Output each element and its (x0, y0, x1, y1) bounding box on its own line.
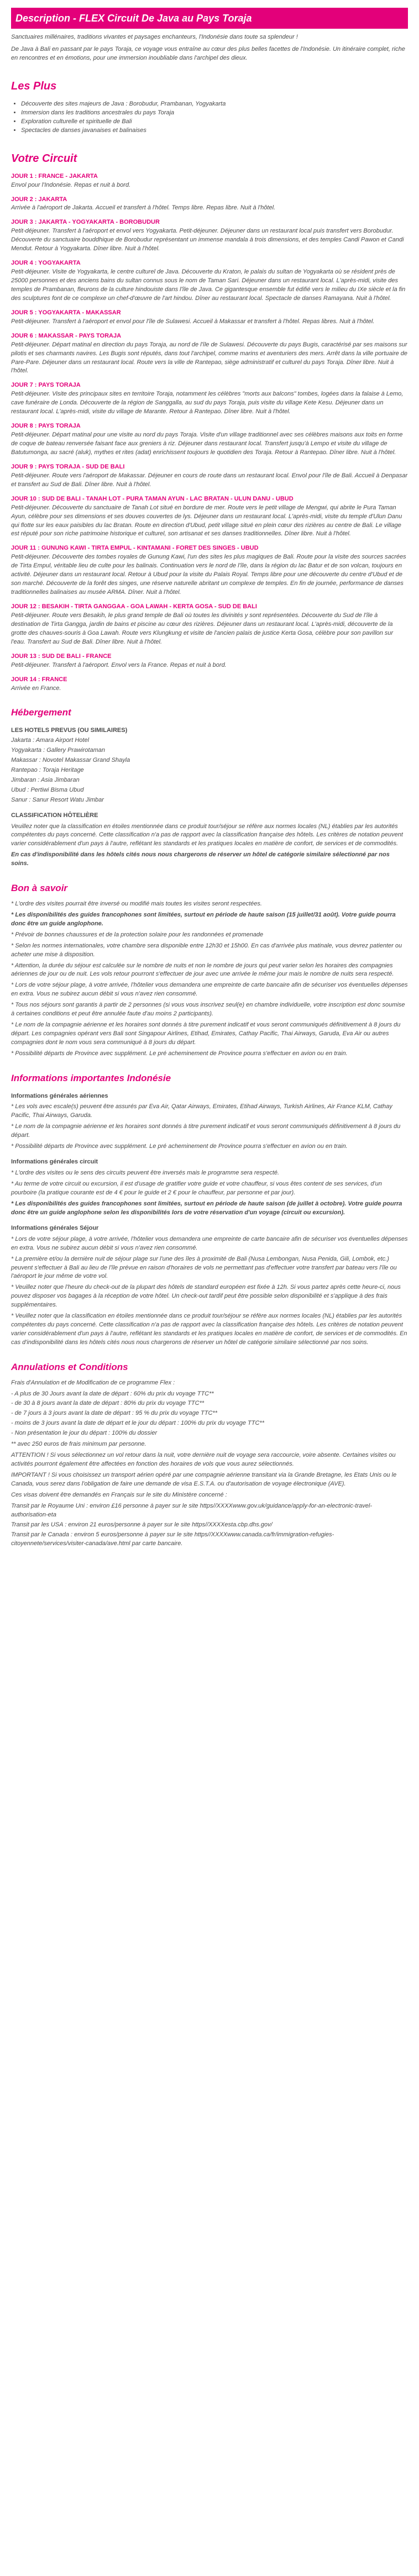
visa-link[interactable]: Transit par le Canada : environ 5 euros/personne à payer sur le site https//XXXXwww.canada.ca/fr/immigration-refugies-citoyennete/services/visiter-canada/ave.html par carte bancaire. (11, 1531, 334, 1547)
day-title: JOUR 7 : PAYS TORAJA (11, 382, 81, 389)
day-title: JOUR 11 : GUNUNG KAWI - TIRTA EMPUL - KINTAMANI - FORET DES SINGES - UBUD (11, 545, 259, 552)
fee-item: - de 30 à 8 jours avant la date de départ : 80% du prix du voyage TTC** (11, 1400, 205, 1407)
day-6 (11, 332, 408, 376)
hebergement-section (11, 726, 408, 868)
day-text: Petit-déjeuner. Découverte du sanctuaire de Tanah Lot situé en bordure de mer. Route vers le petit village de Mengwi, qui abrite le Pura Taman Ayun, célèbre pour ses dimensions et ses douves couvertes de lys. Déjeuner dans un restaurant local. L'après-midi, visite du temple d'Ulun Danu qui flotte sur les eaux paisibles du lac Bratan. Route en direction d'Ubud, petit village situé en plein cœur des rizières au centre de Bali. Le village est réputé pour son riche patrimoine historique et culturel, son artisanat et ses danses traditionnelles. Dîner libre. Nuit à l'hôtel. (11, 504, 402, 538)
classification-note: En cas d'indisponibilité dans les hôtels cités nous nous chargerons de réserver un hôtel de catégorie similaire sélectionné par nos soins. (11, 851, 390, 867)
info-item: * Lors de votre séjour plage, à votre arrivée, l'hôtelier vous demandera une empreinte de carte bancaire afin de sécuriser vos éventuelles dépenses en extra. Vous ne subirez aucun débit si vous n'avez rien consommé. (11, 1235, 408, 1251)
infos-section (11, 1092, 408, 1347)
hotel-item: Makassar : Novotel Makassar Grand Shayla (11, 756, 130, 763)
hotel-item: Sanur : Sanur Resort Watu Jimbar (11, 796, 104, 803)
list-item: • Spectacles de danses javanaises et balinaises (21, 127, 408, 135)
attention-note: ATTENTION ! Si vous sélectionnez un vol retour dans la nuit, votre dernière nuit de voyage sera raccourcie, voire absente. Certaines visites ou activités pourront également être affectées en fonction des horaires de vols que vous aurez sélectionnés. (11, 1452, 396, 1468)
day-text: Petit-déjeuner. Transfert à l'aéroport et envol vers Yogyakarta. Petit-déjeuner. Déjeuner dans un restaurant local puis transfert vers Borobudur. Découverte du sanctuaire bouddhique de Borobudur représentant un immense mandala à trois dimensions, et des temples Candi Pawon et Candi Mendut. Retour à Yogyakarta. Dîner libre. Nuit à l'hôtel. (11, 228, 404, 252)
info-item: * Veuillez noter que l'heure du check-out de la plupart des hôtels de standard européen est fixée à 12h. Si vous partez après cette heure-ci, nous pouvez disposer vos bagages à la réception de votre hôtel. Un check-out tardif peut être possible selon disponibilité et s'applique à des frais supplémentaires. (11, 1284, 401, 1309)
info-item: * Le nom de la compagnie aérienne et les horaires sont donnés à titre purement indicatif et vous seront communiqués définitivement à 8 jours du départ. (11, 1123, 401, 1139)
day-title: JOUR 9 : PAYS TORAJA - SUD DE BALI (11, 463, 125, 470)
classification-label: CLASSIFICATION HÔTELIÈRE (11, 812, 98, 819)
day-title: JOUR 6 : MAKASSAR - PAYS TORAJA (11, 332, 122, 339)
info-item: * Les vols avec escale(s) peuvent être assurés par Eva Air, Qatar Airways, Emirates, Etihad Airways, Turkish Airlines, Air France KLM, Cathay Pacific, Thai Airways, Garuda. (11, 1103, 392, 1119)
fee-item: - Non présentation le jour du départ : 100% du dossier (11, 1430, 158, 1437)
visa-intro: Ces visas doivent être demandés en Français sur le site du Ministère concerné : (11, 1491, 227, 1498)
day-text: Arrivée en France. (11, 684, 61, 692)
list-item: • Immersion dans les traditions ancestrales du pays Toraja (21, 109, 408, 118)
day-title: JOUR 14 : FRANCE (11, 676, 67, 683)
note-item: * Selon les normes internationales, votre chambre sera disponible entre 12h30 et 15h00. En cas d'arrivée plus matinale, vous devrez patienter ou acheter une mise à disposition. (11, 942, 402, 958)
day-text: Petit-déjeuner. Route vers l'aéroport de Makassar. Déjeuner en cours de route dans un restaurant local. Envol pour l'île de Bali. Accueil à Denpasar et transfert au Sud de Bali. Dîner libre. Nuit à l'hôtel. (11, 472, 408, 488)
hotels-label: LES HOTELS PREVUS (OU SIMILAIRES) (11, 727, 128, 734)
bon-a-savoir-heading: Bon à savoir (11, 883, 68, 894)
classification-text: Veuillez noter que la classification en étoiles mentionnée dans ce produit tour/séjour se réfère aux normes locales (NL) établies par les autorités compétentes du pays concerné. Cette classification n'a pas de rapport avec la classification française des hôtels. Les critères de notation peuvent varier considérablement d'un pays à l'autre, reflétant les standards et les pratiques locales en matière de confort, de services et de commodités. (11, 823, 403, 847)
aerien-label: Informations générales aériennes (11, 1092, 108, 1099)
day-12 (11, 603, 408, 647)
intro (11, 33, 408, 63)
intro-tagline: Sanctuaires millénaires, traditions vivantes et paysages enchanteurs, l'Indonésie dans toute sa splendeur ! (11, 34, 298, 41)
day-text: Petit-déjeuner. Visite des principaux sites en territoire Toraja, notamment les célèbres "morts aux balcons" tombes, logées dans la falaise à Lemo, cave funéraire de Londa. Découverte de la région de Sanggalla, au sud du pays Toraja, puis visite du village Kete Kesu. Déjeuner dans un restaurant local. L'après-midi, visite du village de Marante. Retour à Rantepao. Dîner libre. Nuit à l'hôtel. (11, 391, 404, 415)
day-5 (11, 309, 408, 326)
day-text: Petit-déjeuner. Route vers Besakih, le plus grand temple de Bali où toutes les divinités y sont représentées. Découverte du Sud de l'île à destination de Tirta Gangga, jardin de bains et piscine au cœur des rizières. Déjeuner dans un restaurant local. L'après-midi, découverte de la grotte des chauves-souris à Goa Lawah. Route vers Klungkung et visite de l'ancien palais de justice Kerta Gosa, célèbre pour son pavillon sur l'eau. Transfert au Sud de Bali. Dîner libre. Nuit à l'hôtel. (11, 612, 394, 645)
day-2 (11, 196, 408, 213)
note-item: * Prévoir de bonnes chaussures et de la protection solaire pour les randonnées et promenade (11, 931, 264, 938)
hotel-item: Ubud : Pertiwi Bisma Ubud (11, 786, 84, 793)
note-item: * Tous nos séjours sont garantis à partir de 2 personnes (si vous vous inscrivez seul(e) en chambre individuelle, votre inscription est donc soumise à certaines conditions et peut être annulée faute d'au moins 2 participants). (11, 1002, 405, 1018)
circuit-info-label: Informations générales circuit (11, 1158, 98, 1166)
day-title: JOUR 1 : FRANCE - JAKARTA (11, 172, 98, 180)
plus-heading: Les Plus (11, 80, 57, 92)
note-item: * Lors de votre séjour plage, à votre arrivée, l'hôtelier vous demandera une empreinte de carte bancaire afin de sécuriser vos éventuelles dépenses en extra. Vous ne subirez aucun débit si vous n'avez rien consommé. (11, 982, 408, 998)
day-1 (11, 172, 408, 190)
day-title: JOUR 13 : SUD DE BALI - FRANCE (11, 652, 112, 660)
info-item: * L'ordre des visites ou le sens des circuits peuvent être inversés mais le programme sera respecté. (11, 1170, 280, 1177)
day-text: Petit-déjeuner. Visite de Yogyakarta, le centre culturel de Java. Découverte du Kraton, le palais du sultan de Yogyakarta où se résident près de 25000 personnes et des anciens bains du sultan connus sous le nom de Taman Sari. Déjeuner dans un restaurant local. L'après-midi, visite des temples de Prambanan, fleurons de la culture hindouiste dans l'île de Java. Ce gigantesque ensemble fut édifié vers le milieu du IXe siècle et la fin des sculptures font de ce complexe un chef-d'œuvre de l'art hindou. Dîner au restaurant local. Spectacle de danses Ramayana. Nuit à l'hôtel. (11, 268, 406, 302)
visa-link[interactable]: Transit par le Royaume Uni : environ £16 personne à payer sur le site https//XXXXwww.gov.uk/guidance/apply-for-an-electronic-travel-authorisation-eta (11, 1502, 372, 1518)
hebergement-heading: Hébergement (11, 707, 71, 718)
fee-item: - A plus de 30 Jours avant la date de départ : 60% du prix du voyage TTC** (11, 1390, 214, 1397)
intro-text: De Java à Bali en passant par le pays Toraja, ce voyage vous entraîne au cœur des plus belles facettes de l'Indonésie. Un itinéraire complet, riche en rencontres et en émotions, pour une immersion inoubliable dans l'archipel des dieux. (11, 46, 405, 61)
hotel-item: Jimbaran : Asia Jimbaran (11, 776, 80, 783)
day-7 (11, 381, 408, 417)
day-title: JOUR 5 : YOGYAKARTA - MAKASSAR (11, 309, 121, 316)
day-title: JOUR 4 : YOGYAKARTA (11, 260, 81, 267)
note-item: * Les disponibilités des guides francophones sont limitées, surtout en période de haute saison (15 juillet/31 août). Votre guide pourra donc être un guide anglophone. (11, 911, 396, 927)
day-title: JOUR 12 : BESAKIH - TIRTA GANGGAA - GOA LAWAH - KERTA GOSA - SUD DE BALI (11, 603, 257, 610)
day-9 (11, 463, 408, 489)
day-text: Petit-déjeuner. Départ matinal en direction du pays Toraja, au nord de l'île de Sulawesi. Découverte du pays Bugis, caractérisé par ses maisons sur pilotis et ses charmants navires. Les Bugis sont réputés, dans tout l'archipel, comme marins et aventuriers des mers. Arrêt dans la ville portuaire de Pare-Pare. Déjeuner dans un restaurant local. Route vers la ville de Rantepao, siège administratif et culturel du pays Toraja. Dîner libre. Nuit à l'hôtel. (11, 341, 408, 375)
page-title: Description - FLEX Circuit De Java au Pays Toraja (11, 8, 408, 29)
day-text: Petit-déjeuner. Découverte des tombes royales de Gunung Kawi, l'un des sites les plus magiques de Bali. Route pour la visite des sources sacrées de Tirta Empul, véritable lieu de culte pour les balinais. Continuation vers le nord de l'île, dans la région du lac Batur et de son volcan, toujours en activité. Déjeuner dans un restaurant local. Retour à Ubud pour la visite du Palais Royal. Temps libre pour une découverte du centre d'Ubud et de son marché. Découverte de la forêt des singes, une réserve naturelle abritant un complexe de temples. En fin de journée, performance de danses traditionnelles balinaises au musée ARMA. Dîner. Nuit à l'hôtel. (11, 554, 406, 596)
info-item: * Veuillez noter que la classification en étoiles mentionnée dans ce produit tour/séjour se réfère aux normes locales (NL) établies par les autorités compétentes du pays concerné. Cette classification n'a pas de rapport avec la classification française des hôtels. Les critères de notation peuvent varier considérablement d'un pays à l'autre, reflétant les standards et les pratiques locales en matière de confort, de services et de commodités. En cas d'indisponibilité dans les hôtels cités nous nous chargerons de réserver un hôtel de catégorie similaire sélectionné par nos soins. (11, 1313, 407, 1346)
day-text: Petit-déjeuner. Départ matinal pour une visite au nord du pays Toraja. Visite d'un village traditionnel avec ses célèbres maisons aux toits en forme de coque de bateau renversée faisant face aux greniers à riz. Déjeuner dans restaurant local. Transfert jusqu'à Lempo et visite du village de Batutumonga, au sacré (aluk), mythes et rites (adat) enrichissent toujours le quotidien des Toraja. Retour à Rantepao. Dîner libre. Nuit à l'hôtel. (11, 431, 403, 456)
note-item: * L'ordre des visites pourrait être inversé ou modifié mais toutes les visites seront respectées. (11, 900, 262, 907)
hotel-item: Jakarta : Amara Airport Hotel (11, 737, 90, 744)
day-title: JOUR 2 : JAKARTA (11, 196, 67, 203)
day-13 (11, 652, 408, 670)
day-10 (11, 495, 408, 539)
circuit-heading: Votre Circuit (11, 152, 77, 165)
sejour-label: Informations générales Séjour (11, 1224, 99, 1231)
day-4 (11, 259, 408, 303)
day-14 (11, 676, 408, 693)
circuit-days (11, 172, 408, 693)
info-item: * Au terme de votre circuit ou excursion, il est d'usage de gratifier votre guide et votre chauffeur, si vous êtes content de ses services, d'un pourboire (la pratique courante est de 4 € pour le guide et 2 € pour le chauffeur, par personne et par jour). (11, 1181, 382, 1196)
list-item: • Découverte des sites majeurs de Java : Borobudur, Prambanan, Yogyakarta (21, 100, 408, 109)
day-title: JOUR 8 : PAYS TORAJA (11, 423, 81, 430)
annulations-section (11, 1379, 408, 1548)
note-item: * Attention, la durée du séjour est calculée sur le nombre de nuits et non le nombre de jours qui peut varier selon les horaires des compagnies aériennes de jour ou de nuit. Les vols retour pourront s'effectuer de jour avec une arrivée le même jour mais le nombre de nuits sera respecté. (11, 962, 394, 978)
day-title: JOUR 3 : JAKARTA - YOGYAKARTA - BOROBUDUR (11, 219, 160, 226)
important-note: IMPORTANT ! Si vous choisissez un transport aérien opéré par une compagnie aérienne transitant via la Grande Bretagne, les Etats Unis ou le Canada, vous serez dans l'obligation de faire une demande de visa E.S.T.A. ou d'autorisation de voyage électronique (AVE). (11, 1472, 397, 1487)
day-text: Petit-déjeuner. Transfert à l'aéroport et envol pour l'île de Sulawesi. Accueil à Makassar et transfert à l'hôtel. Repas libres. Nuit à l'hôtel. (11, 318, 375, 325)
infos-heading: Informations importantes Indonésie (11, 1072, 171, 1083)
note-item: * Le nom de la compagnie aérienne et les horaires sont donnés à titre purement indicatif et vous seront communiqués définitivement à 8 jours du départ. Les compagnies opérant vers Bali sont Singapour Airlines, Etihad, Emirates, Cathay Pacific, Thai Airways, Garuda, Eva Air ou autres compagnies dont le nom vous sera communiqué à 8 jours du départ. (11, 1021, 401, 1046)
note-item: * Possibilité départs de Province avec supplément. Le pré acheminement de Province pourra s'effectuer en avion ou en train. (11, 1050, 348, 1057)
fee-item: - moins de 3 jours avant la date de départ et le jour du départ : 100% du prix du voyage TTC** (11, 1420, 264, 1427)
fee-item: - de 7 jours à 3 jours avant la date de départ : 95 % du prix du voyage TTC** (11, 1410, 217, 1417)
info-item: * La première et/ou la dernière nuit de séjour plage sur l'une des îles à proximité de Bali (Nusa Lembongan, Nusa Penida, Gili, Lombok, etc.) peuvent s'effectuer à Bali au lieu de l'île prévue en raison d'horaires de vols ne permettant pas d'effectuer votre transfert par bateau vers l'île ou l'aéroport le jour même de votre vol. (11, 1255, 397, 1280)
list-item: • Exploration culturelle et spirituelle de Bali (21, 118, 408, 127)
visa-link[interactable]: Transit par les USA : environ 21 euros/personne à payer sur le site https//XXXXesta.cbp.dhs.gov/ (11, 1521, 273, 1528)
info-item: * Possibilité départs de Province avec supplément. Le pré acheminement de Province pourra s'effectuer en avion ou en train. (11, 1143, 348, 1150)
day-3 (11, 218, 408, 254)
fees-note: ** avec 250 euros de frais minimum par personne. (11, 1441, 146, 1448)
hotel-item: Yogyakarta : Gallery Prawirotaman (11, 746, 105, 754)
day-8 (11, 422, 408, 457)
annulations-heading: Annulations et Conditions (11, 1361, 128, 1372)
day-text: Envol pour l'Indonésie. Repas et nuit à bord. (11, 181, 131, 188)
day-text: Arrivée à l'aéroport de Jakarta. Accueil et transfert à l'hôtel. Temps libre. Repas libre. Nuit à l'hôtel. (11, 204, 276, 212)
day-11 (11, 544, 408, 597)
bon-a-savoir-section (11, 900, 408, 1058)
annulation-intro: Frais d'Annulation et de Modification de ce programme Flex : (11, 1379, 175, 1386)
plus-list (21, 100, 408, 135)
hotel-item: Rantepao : Toraja Heritage (11, 766, 84, 773)
day-text: Petit-déjeuner. Transfert à l'aéroport. Envol vers la France. Repas et nuit à bord. (11, 661, 227, 668)
info-item: * Les disponibilités des guides francophones sont limitées, surtout en période de haute saison (de juillet à octobre). Votre guide pourra donc être un guide anglophone selon les disponibilités lors de votre réservation d'un voyage (circuit ou excursion). (11, 1200, 402, 1216)
day-title: JOUR 10 : SUD DE BALI - TANAH LOT - PURA TAMAN AYUN - LAC BRATAN - ULUN DANU - UBUD (11, 495, 294, 502)
